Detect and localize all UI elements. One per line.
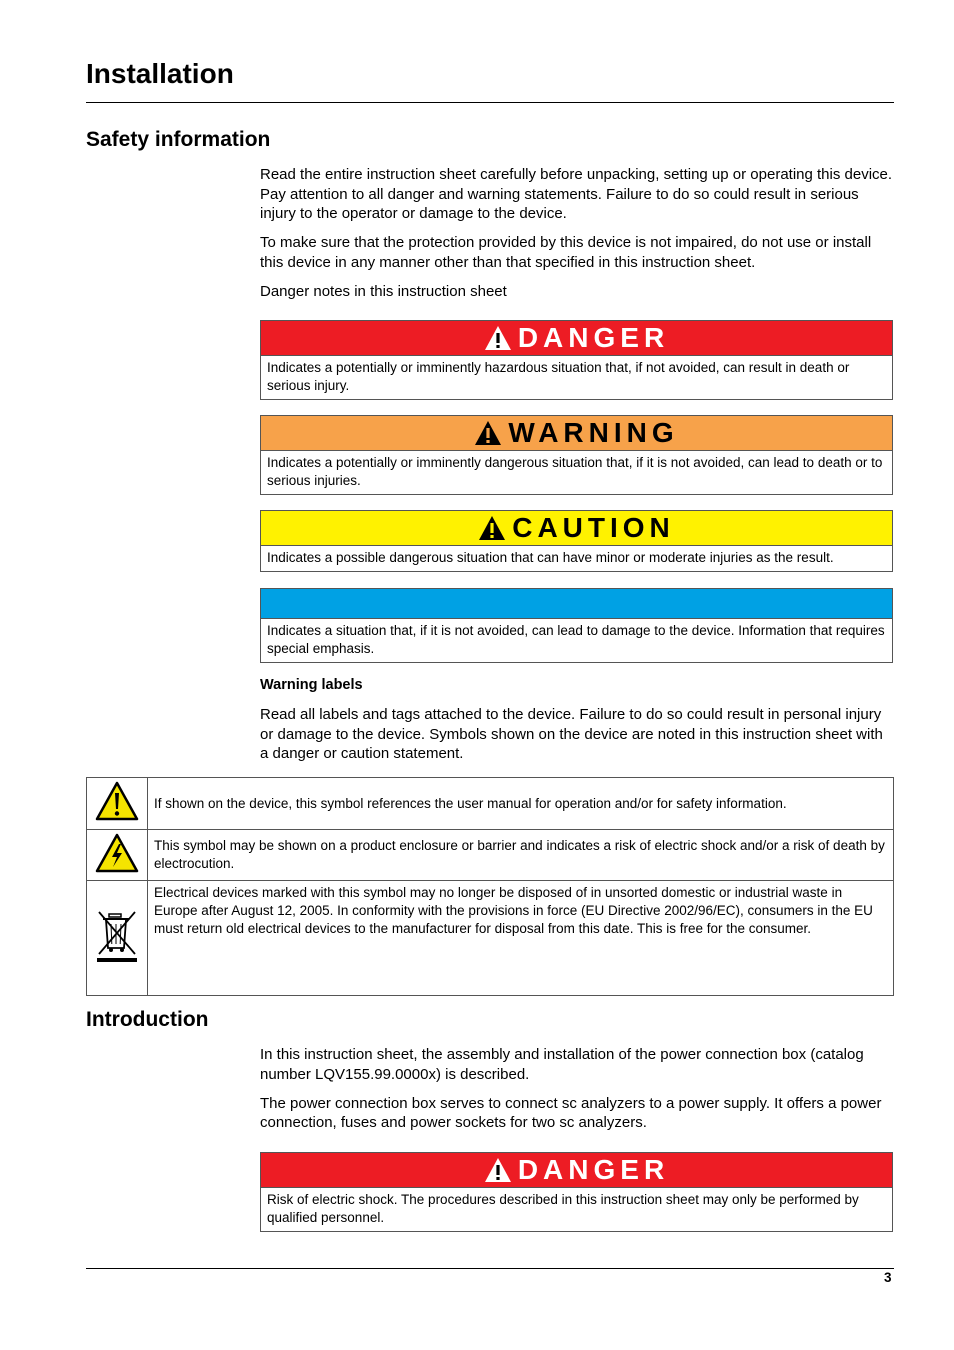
electric-shock-icon	[95, 833, 139, 873]
symbol-cell	[87, 778, 148, 830]
safety-paragraph-2: To make sure that the protection provided by this device is not impaired, do not use or install this device in any manner other than that specified in this instruction sheet.	[260, 234, 872, 271]
symbol-row	[87, 881, 894, 996]
symbol-description: This symbol may be shown on a product enclosure or barrier and indicates a risk of electric shock and/or a risk of death by electrocution.	[148, 830, 894, 881]
warning-triangle-icon	[474, 420, 502, 446]
introduction-paragraph-1: In this instruction sheet, the assembly and installation of the power connection box (catalog number LQV155.99.0000x) is described.	[260, 1046, 864, 1083]
warning-box	[260, 415, 893, 495]
warning-text: Indicates a potentially or imminently dangerous situation that, if it is not avoided, can lead to death or to serious injuries.	[267, 455, 883, 488]
danger-box	[260, 320, 893, 400]
introduction-paragraph-2: The power connection box serves to connect sc analyzers to a power supply. It offers a power connection, fuses and power sockets for two sc analyzers.	[260, 1094, 882, 1131]
page-number: 3	[884, 1270, 892, 1285]
symbol-table	[86, 777, 894, 996]
intro-danger-box	[260, 1152, 893, 1232]
title-divider	[86, 102, 894, 103]
safety-paragraph-1: Read the entire instruction sheet carefully before unpacking, setting up or operating this device. Pay attention to all danger and warning statements. Failure to do so could result in serious injury to the operator or damage to the device.	[260, 166, 893, 222]
symbol-description: If shown on the device, this symbol references the user manual for operation and/or for safety information.	[148, 778, 894, 830]
symbol-cell	[87, 830, 148, 881]
notice-text: Indicates a situation that, if it is not avoided, can lead to damage to the device. Information that requires special emphasis.	[267, 623, 885, 656]
crossed-out-bin-icon	[95, 908, 139, 964]
notice-box	[260, 588, 893, 663]
caution-box	[260, 510, 893, 572]
introduction-body	[260, 1045, 894, 1142]
warning-triangle-icon	[478, 515, 506, 541]
symbol-cell	[87, 881, 148, 996]
symbol-row	[87, 830, 894, 881]
danger-text: Indicates a potentially or imminently hazardous situation that, if not avoided, can result in death or serious injury.	[267, 360, 850, 393]
intro-danger-text: Risk of electric shock. The procedures described in this instruction sheet may only be performed by qualified personnel.	[267, 1192, 859, 1225]
danger-label: DANGER	[517, 322, 670, 353]
notice-header	[261, 589, 892, 619]
intro-danger-header	[261, 1153, 892, 1188]
warning-header	[261, 416, 892, 451]
safety-paragraph-3: Danger notes in this instruction sheet	[260, 282, 507, 300]
warning-triangle-icon	[484, 325, 512, 351]
footer-divider	[86, 1268, 894, 1269]
introduction-heading: Introduction	[86, 1008, 209, 1031]
caution-header	[261, 511, 892, 546]
caution-label: CAUTION	[512, 512, 675, 543]
page-title: Installation	[86, 58, 234, 89]
warning-labels-body	[260, 705, 894, 773]
warning-labels-paragraph: Read all labels and tags attached to the device. Failure to do so could result in personal injury or damage to the device. Symbols shown on the device are noted in this instruction sheet with a danger or caution statement.	[260, 706, 883, 762]
general-warning-icon	[95, 781, 139, 821]
caution-text: Indicates a possible dangerous situation that can have minor or moderate injuries as the result.	[267, 550, 834, 565]
symbol-description: Electrical devices marked with this symbol may no longer be disposed of in unsorted domestic or industrial waste in Europe after August 12, 2005. In conformity with the provisions in force (EU Directive 2002/96/EC), consumers in the EU must return old electrical devices to the manufacturer for disposal from this date. This is free for the consumer.	[148, 881, 894, 996]
intro-danger-label: DANGER	[517, 1154, 670, 1185]
warning-label: WARNING	[508, 417, 679, 448]
safety-body	[260, 165, 894, 311]
symbol-row	[87, 778, 894, 830]
danger-header	[261, 321, 892, 356]
warning-triangle-icon	[484, 1157, 512, 1183]
warning-labels-heading: Warning labels	[260, 677, 363, 693]
safety-heading: Safety information	[86, 128, 271, 151]
